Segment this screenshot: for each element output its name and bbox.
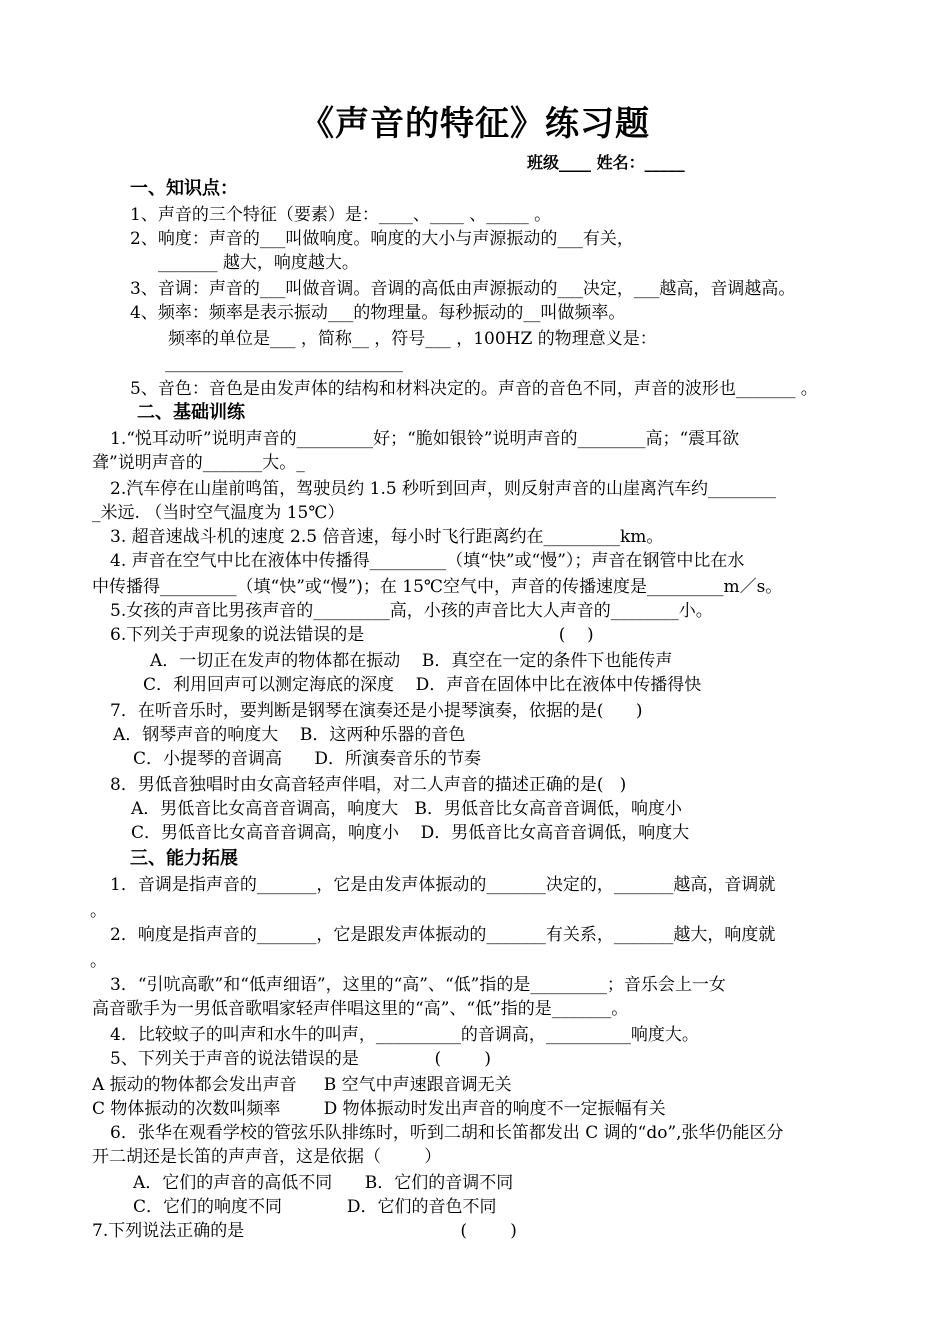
s1-line-2: 2、响度：声音的___叫做响度。响度的大小与声源振动的___有关， [130,229,634,249]
s1-line-3: _______ 越大，响度越大。 [158,253,359,273]
s2-line-6: 4. 声音在空气中比在液体中传播得_________（填“快”或“慢”）；声音在钢管中比在水 [110,551,745,571]
page-title: 《声音的特征》练习题 [300,104,650,144]
s1-line-7: ____________________________ [165,353,403,373]
s3-line-1: 1．音调是指声音的_______，它是由发声体振动的_______决定的，_______越高，音调就 [110,875,776,895]
s1-line-1: 1、声音的三个特征（要素）是：____、____ 、_____ 。 [130,205,552,225]
s3-line-2: 。 [90,901,107,921]
s1-line-6: 频率的单位是___ ，简称__ ，符号___ ，100HZ 的物理意义是： [168,329,657,349]
s2-line-16: A．男低音比女高音音调高，响度大 B．男低音比女高音音调低，响度小 [131,799,682,819]
s3-line-9: A 振动的物体都会发出声音 B 空气中声速跟音调无关 [92,1075,512,1095]
s2-line-4: _米远. （当时空气温度为 15℃） [92,503,345,523]
s1-line-8: 5、音色：音色是由发声体的结构和材料决定的。声音的音色不同，声音的波形也_______ 。 [130,379,818,399]
section2-heading: 二、基础训练 [137,402,245,423]
section1-heading: 一、知识点： [130,178,238,199]
s2-line-11: C．利用回声可以测定海底的深度 D．声音在固体中比在液体中传播得快 [143,675,702,695]
s3-line-10: C 物体振动的次数叫频率 D 物体振动时发出声音的响度不一定振幅有关 [92,1099,666,1119]
section3-heading: 三、能力拓展 [130,848,238,869]
s2-line-1: 1.“悦耳动听”说明声音的_________好；“脆如银铃”说明声音的________高；“震耳欲 [110,429,740,449]
s2-line-14: C．小提琴的音调高 D．所演奏音乐的节奏 [133,749,482,769]
s2-line-10: A．一切正在发声的物体都在振动 B．真空在一定的条件下也能传声 [150,651,673,671]
s3-line-4: 。 [90,951,107,971]
s2-line-3: 2.汽车停在山崖前鸣笛，驾驶员约 1.5 秒听到回声，则反射声音的山崖离汽车约________ [110,479,777,499]
s3-line-5: 3．“引吭高歌”和“低声细语”，这里的“高”、“低”指的是_________；音乐会上一女 [110,975,726,995]
s2-line-9: 6.下列关于声现象的说法错误的是 ( ) [110,625,594,645]
s3-line-6: 高音歌手为一男低音歌唱家轻声伴唱这里的“高”、“低”指的是_______。 [92,999,629,1019]
class-name-line: 班级____ 姓名：_____ [527,153,685,172]
s3-line-14: C．它们的响度不同 D．它们的音色不同 [133,1197,497,1217]
s2-line-2: 聋”说明声音的_______大。_ [92,453,305,473]
s3-line-3: 2．响度是指声音的_______，它是跟发声体振动的_______有关系，_______越大，响度就 [110,925,776,945]
s2-line-8: 5.女孩的声音比男孩声音的_________高，小孩的声音比大人声音的________小。 [110,601,713,621]
s3-line-12: 开二胡还是长笛的声声音，这是依据（ ） [92,1147,442,1167]
s1-line-4: 3、音调：声音的___叫做音调。音调的高低由声源振动的___决定，___越高，音调越高。 [130,279,796,299]
s2-line-15: 8．男低音独唱时由女高音轻声伴唱，对二人声音的描述正确的是( ) [110,775,627,795]
s2-line-7: 中传播得_________（填“快”或“慢”)；在 15℃空气中，声音的传播速度是_________m／s。 [92,577,783,597]
s2-line-5: 3. 超音速战斗机的速度 2.5 倍音速，每小时飞行距离约在_________km。 [110,527,664,547]
s3-line-13: A．它们的声音的高低不同 B．它们的音调不同 [133,1173,514,1193]
s3-line-8: 5、下列关于声音的说法错误的是 ( ) [110,1049,491,1069]
s3-line-7: 4．比较蚊子的叫声和水牛的叫声，__________的音调高，__________响度大。 [110,1025,699,1045]
s2-line-12: 7．在听音乐时，要判断是钢琴在演奏还是小提琴演奏，依据的是( ) [110,701,643,721]
s3-line-15: 7.下列说法正确的是 ( ) [92,1221,517,1241]
s1-line-5: 4、频率：频率是表示振动___的物理量。每秒振动的__叫做频率。 [130,303,626,323]
s2-line-17: C．男低音比女高音音调高，响度小 D．男低音比女高音音调低，响度大 [131,823,690,843]
s3-line-11: 6．张华在观看学校的管弦乐队排练时，听到二胡和长笛都发出 C 调的“do”,张华仍能区分 [110,1123,784,1143]
s2-line-13: A．钢琴声音的响度大 B．这两种乐器的音色 [113,725,466,745]
